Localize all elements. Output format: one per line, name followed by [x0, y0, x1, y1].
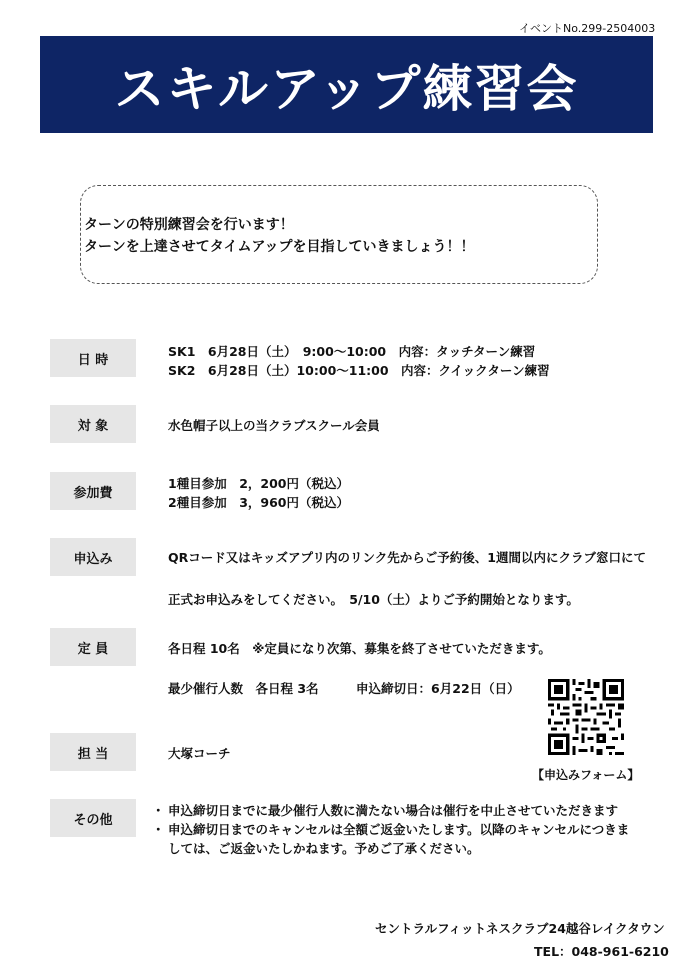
- apply-label: 申込み: [50, 538, 136, 576]
- page-title: スキルアップ練習会: [114, 59, 579, 118]
- intro-line-2: ターンを上達させてタイムアップを目指していきましょう！！: [84, 239, 475, 255]
- qr-code-icon[interactable]: [548, 679, 624, 755]
- target-label: 対 象: [50, 405, 136, 443]
- intro-line-1: ターンの特別練習会を行います！: [84, 217, 294, 233]
- footer-club-name: セントラルフィットネスクラブ24越谷レイクタウン: [375, 921, 665, 936]
- capacity-line-1: 各日程 10名 ※定員になり次第、募集を終了させていただきます。: [168, 641, 551, 656]
- other-line-1: 申込締切日までに最少催行人数に満たない場合は催行を中止させていただきます: [168, 803, 619, 818]
- schedule-line-1: SK1 6月28日（土） 9:00～10:00 内容：タッチターン練習: [168, 344, 536, 359]
- fee-line-2: 2種目参加 3，960円（税込）: [168, 495, 349, 510]
- fee-label: 参加費: [50, 472, 136, 510]
- event-number: イベントNo.299-2504003: [519, 22, 656, 35]
- other-line-3: しては、ご返金いたしかねます。予めご了承ください。: [168, 841, 480, 856]
- capacity-label: 定 員: [50, 628, 136, 666]
- apply-line-1: QRコード又はキッズアプリ内のリンク先からご予約後、1週間以内にクラブ窓口にて: [168, 550, 646, 565]
- qr-caption: 【申込みフォーム】: [532, 768, 640, 782]
- schedule-label: 日 時: [50, 339, 136, 377]
- apply-line-2: 正式お申込みをしてください。 5/10（土）よりご予約開始となります。: [168, 592, 579, 607]
- other-label: その他: [50, 799, 136, 837]
- bullet-mark: ・: [152, 803, 165, 818]
- fee-line-1: 1種目参加 2，200円（税込）: [168, 476, 349, 491]
- schedule-line-2: SK2 6月28日（土）10:00～11:00 内容：クイックターン練習: [168, 363, 550, 378]
- bullet-mark: ・: [152, 822, 165, 837]
- intro-box: [80, 185, 598, 284]
- staff-text: 大塚コーチ: [168, 746, 231, 761]
- target-text: 水色帽子以上の当クラブスクール会員: [168, 418, 380, 433]
- title-banner: [40, 36, 653, 133]
- other-line-2: 申込締切日までのキャンセルは全額ご返金いたします。以降のキャンセルにつきま: [168, 822, 630, 837]
- capacity-line-2: 最少催行人数 各日程 3名 申込締切日：6月22日（日）: [168, 681, 520, 696]
- footer-tel: TEL：048-961-6210: [534, 944, 669, 959]
- staff-label: 担 当: [50, 733, 136, 771]
